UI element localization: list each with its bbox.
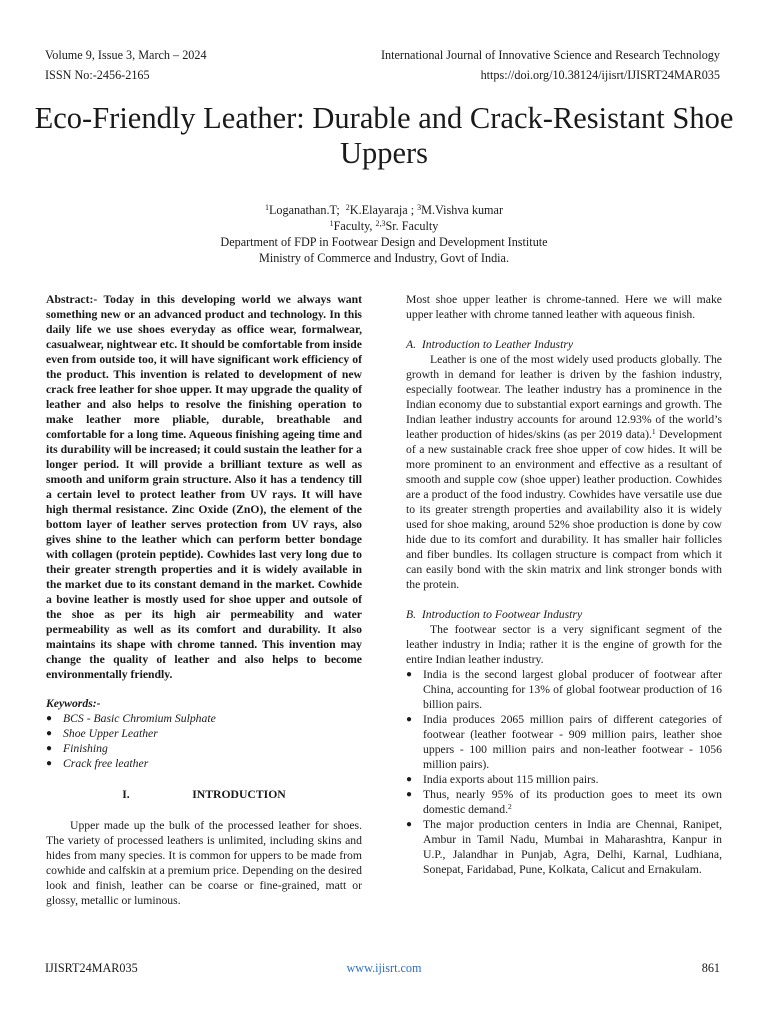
affiliation-sup: 1 <box>329 219 334 228</box>
section-number: I. <box>122 788 130 801</box>
bullet-icon: ● <box>406 714 413 725</box>
list-item-text: India exports about 115 million pairs. <box>423 773 599 786</box>
bullet-icon: ● <box>406 774 413 785</box>
footer-website-text[interactable]: www.ijisrt.com <box>346 961 422 975</box>
authors-block <box>0 202 768 266</box>
paragraph-text: Development of a new sustainable crack free shoe upper of cow hides. It will be more prominent to an environment and effective as a resultant of smooth and supple cow (shoe upper) leather production. Cowhides are a product of the food industry. Cowhides have versatile use due to its greater strength properties and availability also it is widely used for shoe making, around 52% shoe production is done by cow hide due to its comfort and durability. It has smaller hair follicles and fiber bundles. Its collagen structure is compact from which it can easily bond with the skin matrix and link stronger bonds with the protein. <box>406 428 722 591</box>
department: Department of FDP in Footwear Design and Development Institute <box>220 235 548 249</box>
bullet-icon: ● <box>46 743 53 754</box>
paper-title: Eco-Friendly Leather: Durable and Crack-Resistant Shoe Uppers <box>34 101 734 170</box>
intro-paragraph: Upper made up the bulk of the processed leather for shoes. The variety of processed leathers is unlimited, including skins and hides from many species. It is common for uppers to be made from cowhide and calfskin at a premium price. Depending on the desired look and finish, leather can be coarse or fine-grained, matt or glossy, metallic or luminous. <box>46 819 362 907</box>
list-item-text: The major production centers in India are Chennai, Ranipet, Ambur in Tamil Nadu, Mumbai in Maharashtra, Kanpur in U.P., Jalandhar in Punjab, Agra, Delhi, Karnal, Ludhiana, Sonepat, Faridabad, Pune, Kolkata, Calicut and Ernakulam. <box>423 818 722 876</box>
keyword-item <box>46 741 362 756</box>
right-intro-paragraph: Most shoe upper leather is chrome-tanned. Here we will make upper leather with chrome tanned leather with aqueous finish. <box>406 293 722 321</box>
ministry: Ministry of Commerce and Industry, Govt of India. <box>258 251 510 265</box>
list-item-text: India is the second largest global producer of footwear after China, accounting for 13% of global footwear production of 16 billion pairs. <box>423 668 722 711</box>
bullet-icon: ● <box>406 819 413 830</box>
affiliation-text: Sr. Faculty <box>385 219 439 233</box>
list-item <box>406 667 722 712</box>
keyword-item <box>46 711 362 726</box>
list-item <box>406 817 722 877</box>
subsection-heading-b: B. Introduction to Footwear Industry <box>406 608 583 621</box>
list-item <box>406 772 722 787</box>
keyword-text: BCS - Basic Chromium Sulphate <box>63 712 216 725</box>
left-column <box>46 292 362 908</box>
bullet-icon: ● <box>46 713 53 724</box>
author-name: Loganathan.T; <box>268 203 340 217</box>
bullet-icon: ● <box>46 728 53 739</box>
list-item <box>406 787 722 817</box>
keywords-list <box>46 711 362 771</box>
author-name: K.Elayaraja ; <box>349 203 415 217</box>
keyword-text: Shoe Upper Leather <box>63 727 158 740</box>
author-line <box>0 202 768 218</box>
bullet-icon: ● <box>406 789 413 800</box>
affiliation-text: Faculty, <box>333 219 373 233</box>
list-item <box>406 712 722 772</box>
page-number: 861 <box>701 961 720 975</box>
list-item-text: Thus, nearly 95% of its production goes to meet its own domestic demand. <box>423 788 722 816</box>
list-item-text: India produces 2065 million pairs of different categories of footwear (leather footwear - 909 million pairs, leather shoe uppers - 100 million pairs and non-leather footwear - 1056 million pairs). <box>423 713 722 771</box>
footnote-ref: 2 <box>508 802 512 811</box>
footwear-industry-paragraph: The footwear sector is a very significant segment of the leather industry in India; rather it is the engine of growth for the entire Indian leather industry. <box>406 623 722 666</box>
section-heading-introduction <box>46 787 362 802</box>
keywords-label: Keywords:- <box>46 697 101 710</box>
affiliation-sup: 2,3 <box>375 219 386 228</box>
footwear-facts-list <box>406 667 722 877</box>
section-title: INTRODUCTION <box>192 788 286 801</box>
right-column <box>406 292 722 877</box>
issn: ISSN No:-2456-2165 <box>45 68 150 82</box>
footer-website-link[interactable] <box>0 961 768 976</box>
leather-industry-paragraph <box>406 352 722 592</box>
keyword-item <box>46 726 362 741</box>
journal-name: International Journal of Innovative Science and Research Technology <box>380 48 720 62</box>
affiliation-line <box>0 218 768 234</box>
keyword-text: Crack free leather <box>63 757 149 770</box>
author-sup: 1 <box>264 203 269 212</box>
paragraph-text: Leather is one of the most widely used products globally. The growth in demand for leather is driven by the fashion industry, especially footwear. The leather industry has a prominence in the Indian economy due to substantial export earnings and growth. The Indian leather industry accounts for around 12.93% of the world’s leather production of hides/skins (as per 2019 data). <box>406 353 722 441</box>
doi-link[interactable]: https://doi.org/10.38124/ijisrt/IJISRT24MAR035 <box>480 68 720 82</box>
keyword-text: Finishing <box>63 742 108 755</box>
abstract: Abstract:- Today in this developing world we always want something new or an advanced product and technology. In this daily life we use shoes everyday as office wear, formalwear, casualwear, nightwear etc. It should be comfortable from inside even from outside too, it will have significant work efficiency of the product. This invention is related to development of new crack free leather for shoe upper. It may upgrade the quality of leather and also helps to resolve the finishing operation to make leather more pliable, durable, breathable and comfortable for a long time. Aqueous finishing ageing time and its durability will be increased; it could sustain the leather for a longer period. It will provide a brilliant texture as well as smooth and uniform grain structure. Also it has a tendency till a certain level to protect leather from UV rays. It will have high thermal resistance. Zinc Oxide (ZnO), the element of the bottom layer of leather serves protection from UV rays, also gives shine to the leather which can perform better bondage with collagen (protein peptide). Cowhides last very long due to their greater strength properties and it is widely available in the market due to its constant demand in the market. Cowhide a bovine leather is mostly used for shoe upper and outsole of the shoe as per its high air permeability and water permeability as well as its comfort and durability. It also maintains its shape with chrome tanned. This invention may change the quality of leather and also helps to become environmentally friendly. <box>46 293 362 681</box>
author-sup: 3 <box>417 203 422 212</box>
bullet-icon: ● <box>406 669 413 680</box>
keyword-item <box>46 756 362 771</box>
footer-paper-id: IJISRT24MAR035 <box>45 961 138 975</box>
author-name: M.Vishva kumar <box>421 203 504 217</box>
footnote-ref: 1 <box>651 427 656 436</box>
bullet-icon: ● <box>46 758 53 769</box>
volume-info: Volume 9, Issue 3, March – 2024 <box>45 48 207 62</box>
author-sup: 2 <box>345 203 350 212</box>
subsection-heading-a: A. Introduction to Leather Industry <box>406 338 574 351</box>
